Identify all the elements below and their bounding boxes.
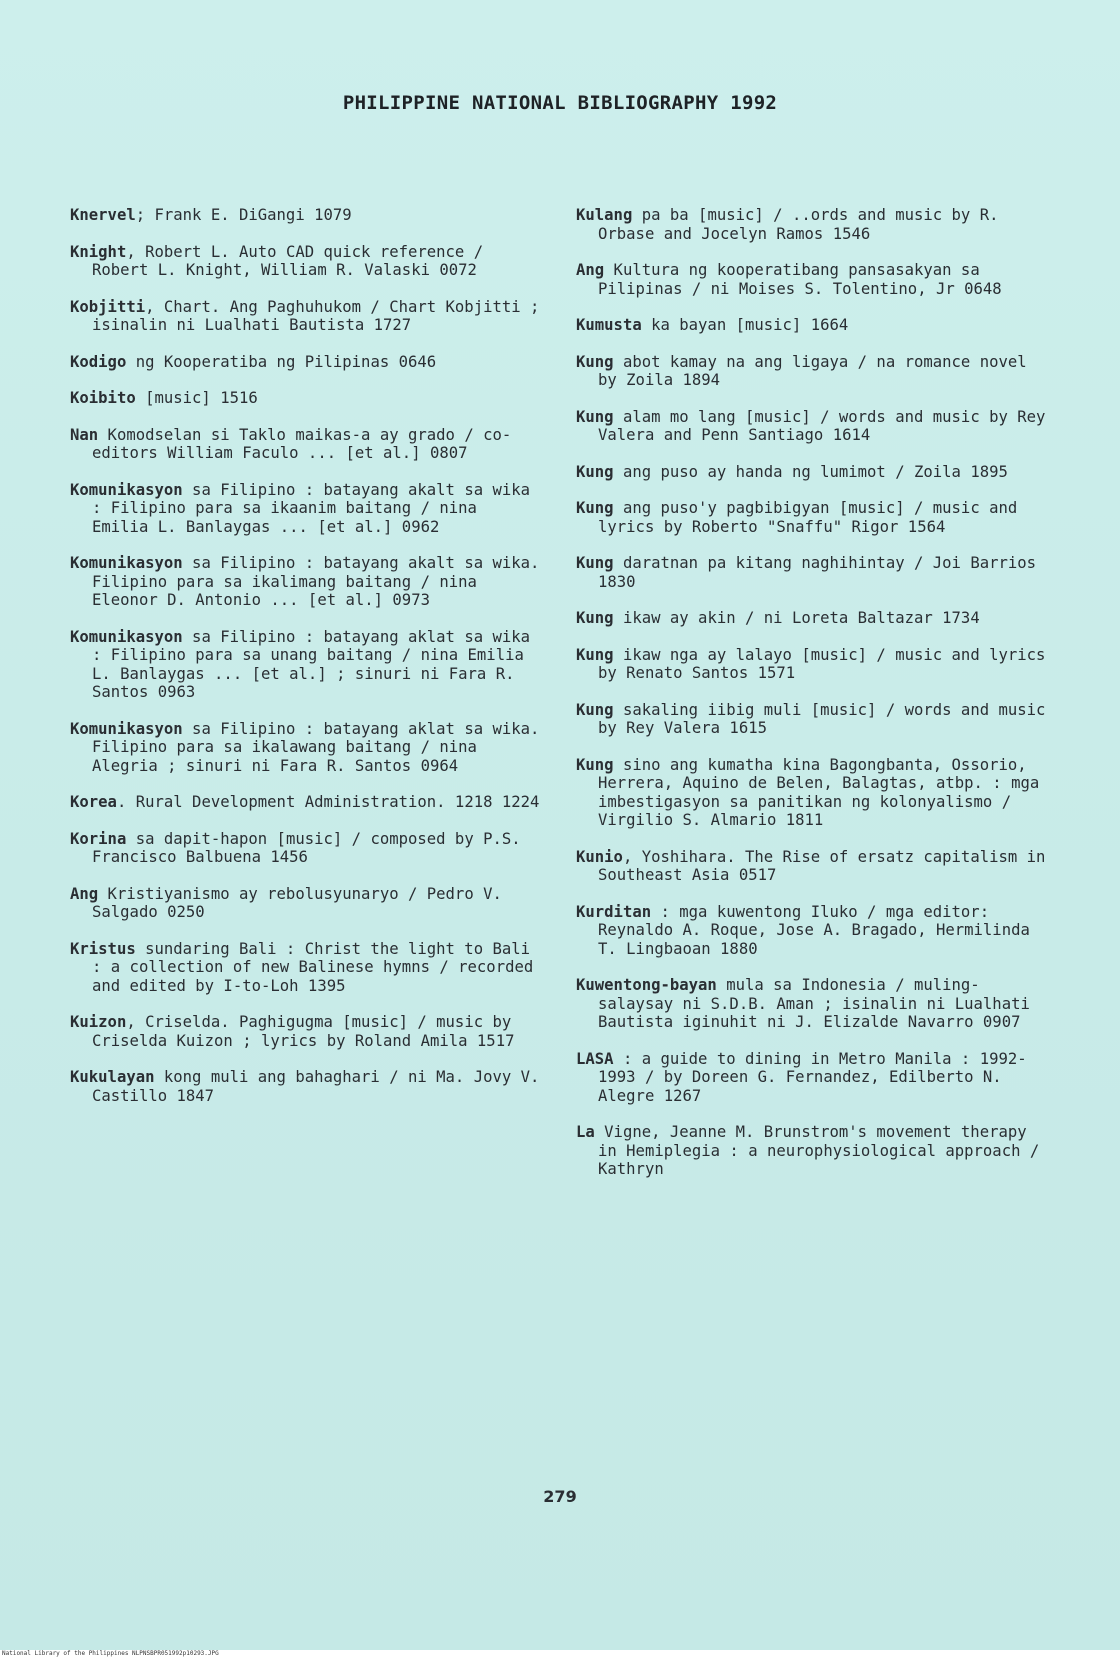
bibliography-entry: [576, 903, 1046, 959]
entry-heading: Kung: [576, 554, 614, 572]
entry-heading: Komunikasyon: [70, 480, 183, 499]
entry-text: : a guide to dining in Metro Manila : 1992-1993 / by Doreen G. Fernandez, Edilberto N. Alegre 1267: [598, 1049, 1027, 1105]
bibliography-entry: [576, 848, 1046, 885]
entry-heading: Kung: [576, 700, 614, 719]
bibliography-entry: [576, 408, 1046, 445]
entry-text: mula sa Indonesia / muling-salaysay ni S.D.B. Aman ; isinalin ni Lualhati Bautista iginuhit ni J. Elizalde Navarro 0907: [598, 976, 1030, 1031]
bibliography-entry: [576, 554, 1046, 591]
entry-heading: La: [576, 1123, 595, 1141]
entry-heading: Korea: [70, 793, 117, 811]
bibliography-entry: [576, 976, 1046, 1032]
entry-text: sa Filipino : batayang aklat sa wika. Filipino para sa ikalawang baitang / nina Alegria ; sinuri ni Fara R. Santos 0964: [92, 719, 540, 775]
entry-text: ang puso'y pagbibigyan [music] / music and lyrics by Roberto "Snaffu" Rigor 1564: [598, 499, 1018, 536]
bibliography-entry: [576, 261, 1046, 298]
entry-text: , Yoshihara. The Rise of ersatz capitalism in Southeast Asia 0517: [598, 847, 1046, 884]
entry-text: ng Kooperatiba ng Pilipinas 0646: [126, 352, 437, 371]
bibliography-entry: [576, 499, 1046, 536]
entry-text: ikaw ay akin / ni Loreta Baltazar 1734: [613, 609, 980, 627]
bibliography-entry: [576, 609, 1046, 628]
entry-text: Kultura ng kooperatibang pansasakyan sa Pilipinas / ni Moises S. Tolentino, Jr 0648: [598, 261, 1002, 298]
entry-heading: Komunikasyon: [70, 554, 183, 572]
entry-heading: Kung: [576, 755, 614, 774]
entry-heading: LASA: [576, 1049, 614, 1068]
entry-text: . Rural Development Administration. 1218 1224: [116, 793, 540, 811]
bibliography-entry: [70, 243, 540, 280]
entry-heading: Kung: [576, 462, 614, 481]
entry-text: sa Filipino : batayang akalt sa wika. Filipino para sa ikalimang baitang / nina Eleonor D. Antonio ... [et al.] 0973: [92, 554, 540, 609]
entry-heading: Kung: [576, 499, 614, 517]
entry-text: , Robert L. Auto CAD quick reference / Robert L. Knight, William R. Valaski 0072: [92, 242, 484, 279]
entry-text: ang puso ay handa ng lumimot / Zoila 1895: [613, 462, 1008, 481]
entry-text: pa ba [music] / ..ords and music by R. Orbase and Jocelyn Ramos 1546: [598, 206, 999, 243]
entry-text: sa Filipino : batayang aklat sa wika : Filipino para sa unang baitang / nina Emilia L. Banlaygas ... [et al.] ; sinuri ni Fara R. Santos 0963: [92, 627, 531, 701]
page-title: PHILIPPINE NATIONAL BIBLIOGRAPHY 1992: [342, 92, 778, 114]
right-column: [576, 206, 1046, 1197]
entry-heading: Kurditan: [576, 902, 652, 921]
bibliography-entry: [70, 389, 540, 408]
entry-text: : mga kuwentong Iluko / mga editor: Reynaldo A. Roque, Jose A. Bragado, Hermilinda T. Lingbaoan 1880: [598, 902, 1030, 958]
entry-heading: Korina: [70, 829, 127, 848]
entry-heading: Komunikasyon: [70, 627, 183, 646]
entry-text: , Chart. Ang Paghuhukom / Chart Kobjitti ; isinalin ni Lualhati Bautista 1727: [92, 297, 540, 334]
entry-heading: Ang: [576, 261, 605, 279]
entry-heading: Kobjitti: [70, 297, 146, 316]
entry-heading: Kuwentong-bayan: [576, 976, 717, 994]
bibliography-entry: [576, 701, 1046, 738]
bibliography-entry: [576, 1050, 1046, 1106]
entry-text: abot kamay na ang ligaya / na romance novel by Zoila 1894: [598, 352, 1027, 389]
bibliography-entry: [70, 1068, 540, 1105]
entry-heading: Kumusta: [576, 316, 642, 334]
entry-text: Komodselan si Taklo maikas-a ay grado / co-editors William Faculo ... [et al.] 0807: [92, 425, 512, 462]
entry-heading: Kung: [576, 645, 614, 664]
entry-heading: Nan: [70, 425, 99, 444]
entry-text: Vigne, Jeanne M. Brunstrom's movement therapy in Hemiplegia : a neurophysiological approach / Kathryn: [594, 1123, 1040, 1178]
bibliography-entry: [576, 646, 1046, 683]
page-number: 279: [543, 1487, 577, 1506]
bibliography-entry: [576, 206, 1046, 243]
entry-heading: Knervel: [70, 206, 136, 224]
left-column: [70, 206, 540, 1123]
bibliography-entry: [70, 481, 540, 537]
entry-text: sa dapit-hapon [music] / composed by P.S. Francisco Balbuena 1456: [92, 829, 521, 866]
bibliography-entry: [70, 554, 540, 610]
bibliography-entry: [70, 426, 540, 463]
entry-text: Kristiyanismo ay rebolusyunaryo / Pedro V. Salgado 0250: [92, 884, 502, 921]
bibliography-entry: [70, 1013, 540, 1050]
entry-heading: Kung: [576, 352, 614, 371]
bibliography-entry: [70, 830, 540, 867]
entry-heading: Kulang: [576, 206, 633, 224]
bibliography-entry: [576, 353, 1046, 390]
entry-heading: Komunikasyon: [70, 719, 183, 738]
bibliography-entry: [70, 885, 540, 922]
entry-text: alam mo lang [music] / words and music by Rey Valera and Penn Santiago 1614: [598, 407, 1046, 444]
entry-text: sundaring Bali : Christ the light to Bali : a collection of new Balinese hymns / recorded and edited by I-to-Loh 1395: [92, 939, 534, 995]
bibliography-entry: [576, 1123, 1046, 1179]
bibliography-entry: [576, 756, 1046, 830]
bibliography-entry: [576, 463, 1046, 482]
entry-text: , Criselda. Paghigugma [music] / music by Criselda Kuizon ; lyrics by Roland Amila 1517: [92, 1013, 515, 1050]
bibliography-entry: [70, 720, 540, 776]
entry-heading: Kunio: [576, 847, 623, 866]
entry-text: daratnan pa kitang naghihintay / Joi Barrios 1830: [598, 554, 1037, 591]
footer-credit: National Library of the Philippines NLPNSBPR051992p10293.JPG: [0, 1650, 1120, 1658]
entry-text: sakaling iibig muli [music] / words and music by Rey Valera 1615: [598, 700, 1046, 737]
entry-heading: Kung: [576, 609, 614, 627]
entry-heading: Knight: [70, 242, 127, 261]
entry-text: ka bayan [music] 1664: [641, 316, 849, 334]
bibliography-entry: [70, 940, 540, 996]
entry-text: kong muli ang bahaghari / ni Ma. Jovy V. Castillo 1847: [92, 1068, 540, 1105]
bibliography-entry: [70, 628, 540, 702]
entry-heading: Kristus: [70, 939, 136, 958]
entry-heading: Kodigo: [70, 352, 127, 371]
entry-heading: Koibito: [70, 389, 136, 407]
bibliography-entry: [70, 298, 540, 335]
entry-text: sa Filipino : batayang akalt sa wika : Filipino para sa ikaanim baitang / nina Emilia L. Banlaygas ... [et al.] 0962: [92, 480, 531, 536]
entry-heading: Kuizon: [70, 1013, 127, 1031]
bibliography-entry: [70, 793, 540, 812]
entry-text: ikaw nga ay lalayo [music] / music and lyrics by Renato Santos 1571: [598, 645, 1046, 682]
bibliography-entry: [576, 316, 1046, 335]
entry-text: sino ang kumatha kina Bagongbanta, Ossorio, Herrera, Aquino de Belen, Balagtas, atbp. : mga imbestigasyon sa panitikan ng kolonyalismo / Virgilio S. Almario 1811: [598, 755, 1040, 829]
entry-heading: Kukulayan: [70, 1068, 155, 1086]
entry-heading: Kung: [576, 407, 614, 426]
bibliography-entry: [70, 206, 540, 225]
entry-heading: Ang: [70, 884, 99, 903]
entry-text: ; Frank E. DiGangi 1079: [135, 206, 352, 224]
bibliography-entry: [70, 353, 540, 372]
entry-text: [music] 1516: [135, 389, 258, 407]
